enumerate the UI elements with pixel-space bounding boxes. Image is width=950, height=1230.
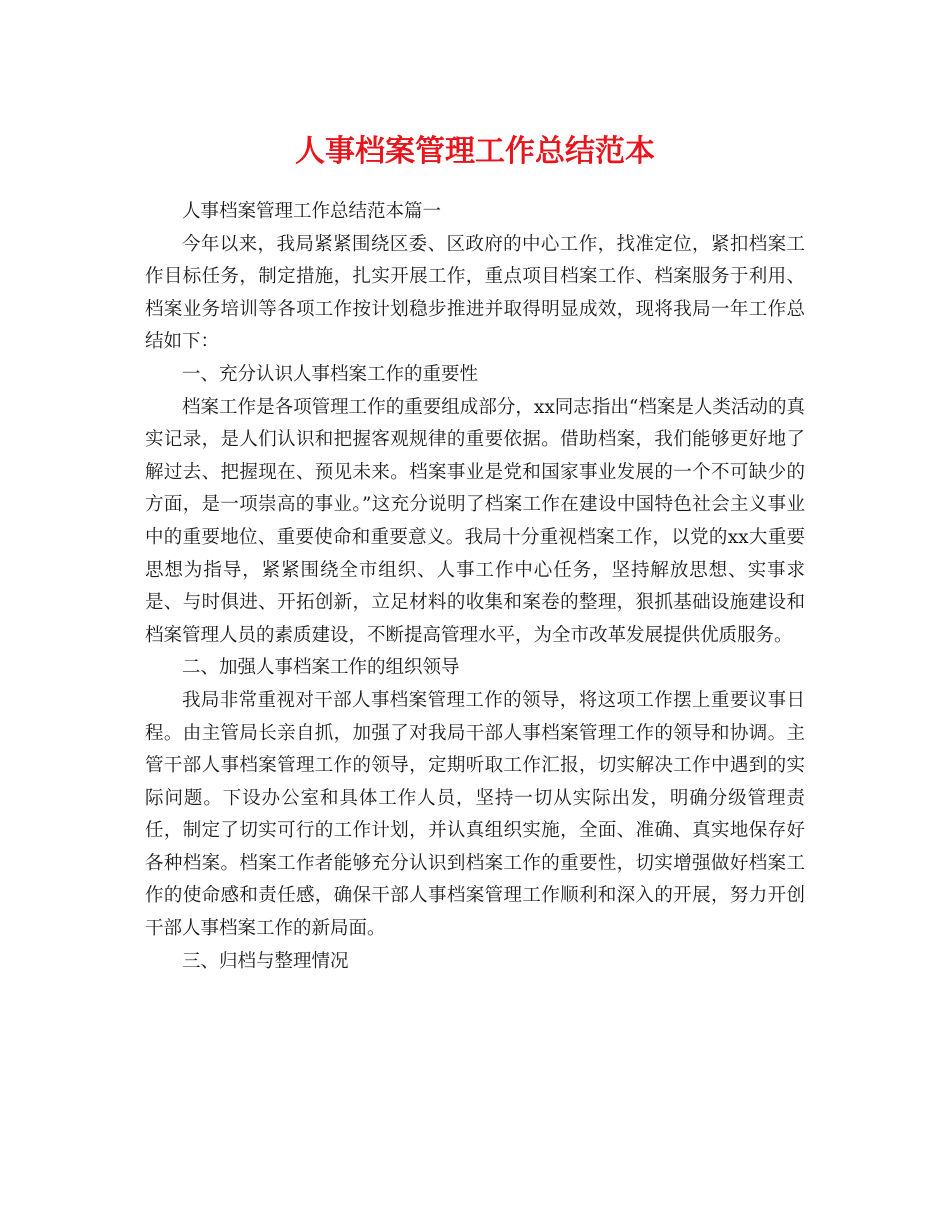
- document-title: 人事档案管理工作总结范本: [295, 134, 655, 169]
- section-heading-1: 一、充分认识人事档案工作的重要性: [182, 363, 479, 385]
- section-heading-3: 三、归档与整理情况: [182, 950, 349, 972]
- section-1-paragraph: 档案工作是各项管理工作的重要组成部分，xx同志指出“档案是人类活动的真实记录，是人们认识和把握客观规律的重要依据。借助档案，我们能够更好地了解过去、把握现在、预见未来。档案事业是党和国家事业发展的一个不可缺少的方面，是一项崇高的事业。”这充分说明了档案工作在建设中国特色社会主义事业中的重要地位、重要使命和重要意义。我局十分重视档案工作，以党的xx大重要思想为指导，紧紧围绕全市组织、人事工作中心任务，坚持解放思想、实事求是、与时俱进、开拓创新，立足材料的收集和案卷的整理，狠抓基础设施建设和档案管理人员的素质建设，不断提高管理水平，为全市改革发展提供优质服务。: [145, 396, 805, 646]
- intro-paragraph: 今年以来，我局紧紧围绕区委、区政府的中心工作，找准定位，紧扣档案工作目标任务，制定措施，扎实开展工作，重点项目档案工作、档案服务于利用、档案业务培训等各项工作按计划稳步推进并取得明显成效，现将我局一年工作总结如下：: [145, 233, 805, 353]
- subtitle-paragraph: 人事档案管理工作总结范本篇一: [182, 201, 442, 222]
- document-body: [145, 196, 805, 978]
- section-2-paragraph: 我局非常重视对干部人事档案管理工作的领导，将这项工作摆上重要议事日程。由主管局长亲自抓，加强了对我局干部人事档案管理工作的领导和协调。主管干部人事档案管理工作的领导，定期听取工作汇报，切实解决工作中遇到的实际问题。下设办公室和具体工作人员，坚持一切从实际出发，明确分级管理责任，制定了切实可行的工作计划，并认真组织实施，全面、准确、真实地保存好各种档案。档案工作者能够充分认识到档案工作的重要性，切实增强做好档案工作的使命感和责任感，确保干部人事档案管理工作顺利和深入的开展，努力开创干部人事档案工作的新局面。: [145, 689, 805, 940]
- section-heading-2: 二、加强人事档案工作的组织领导: [182, 657, 460, 679]
